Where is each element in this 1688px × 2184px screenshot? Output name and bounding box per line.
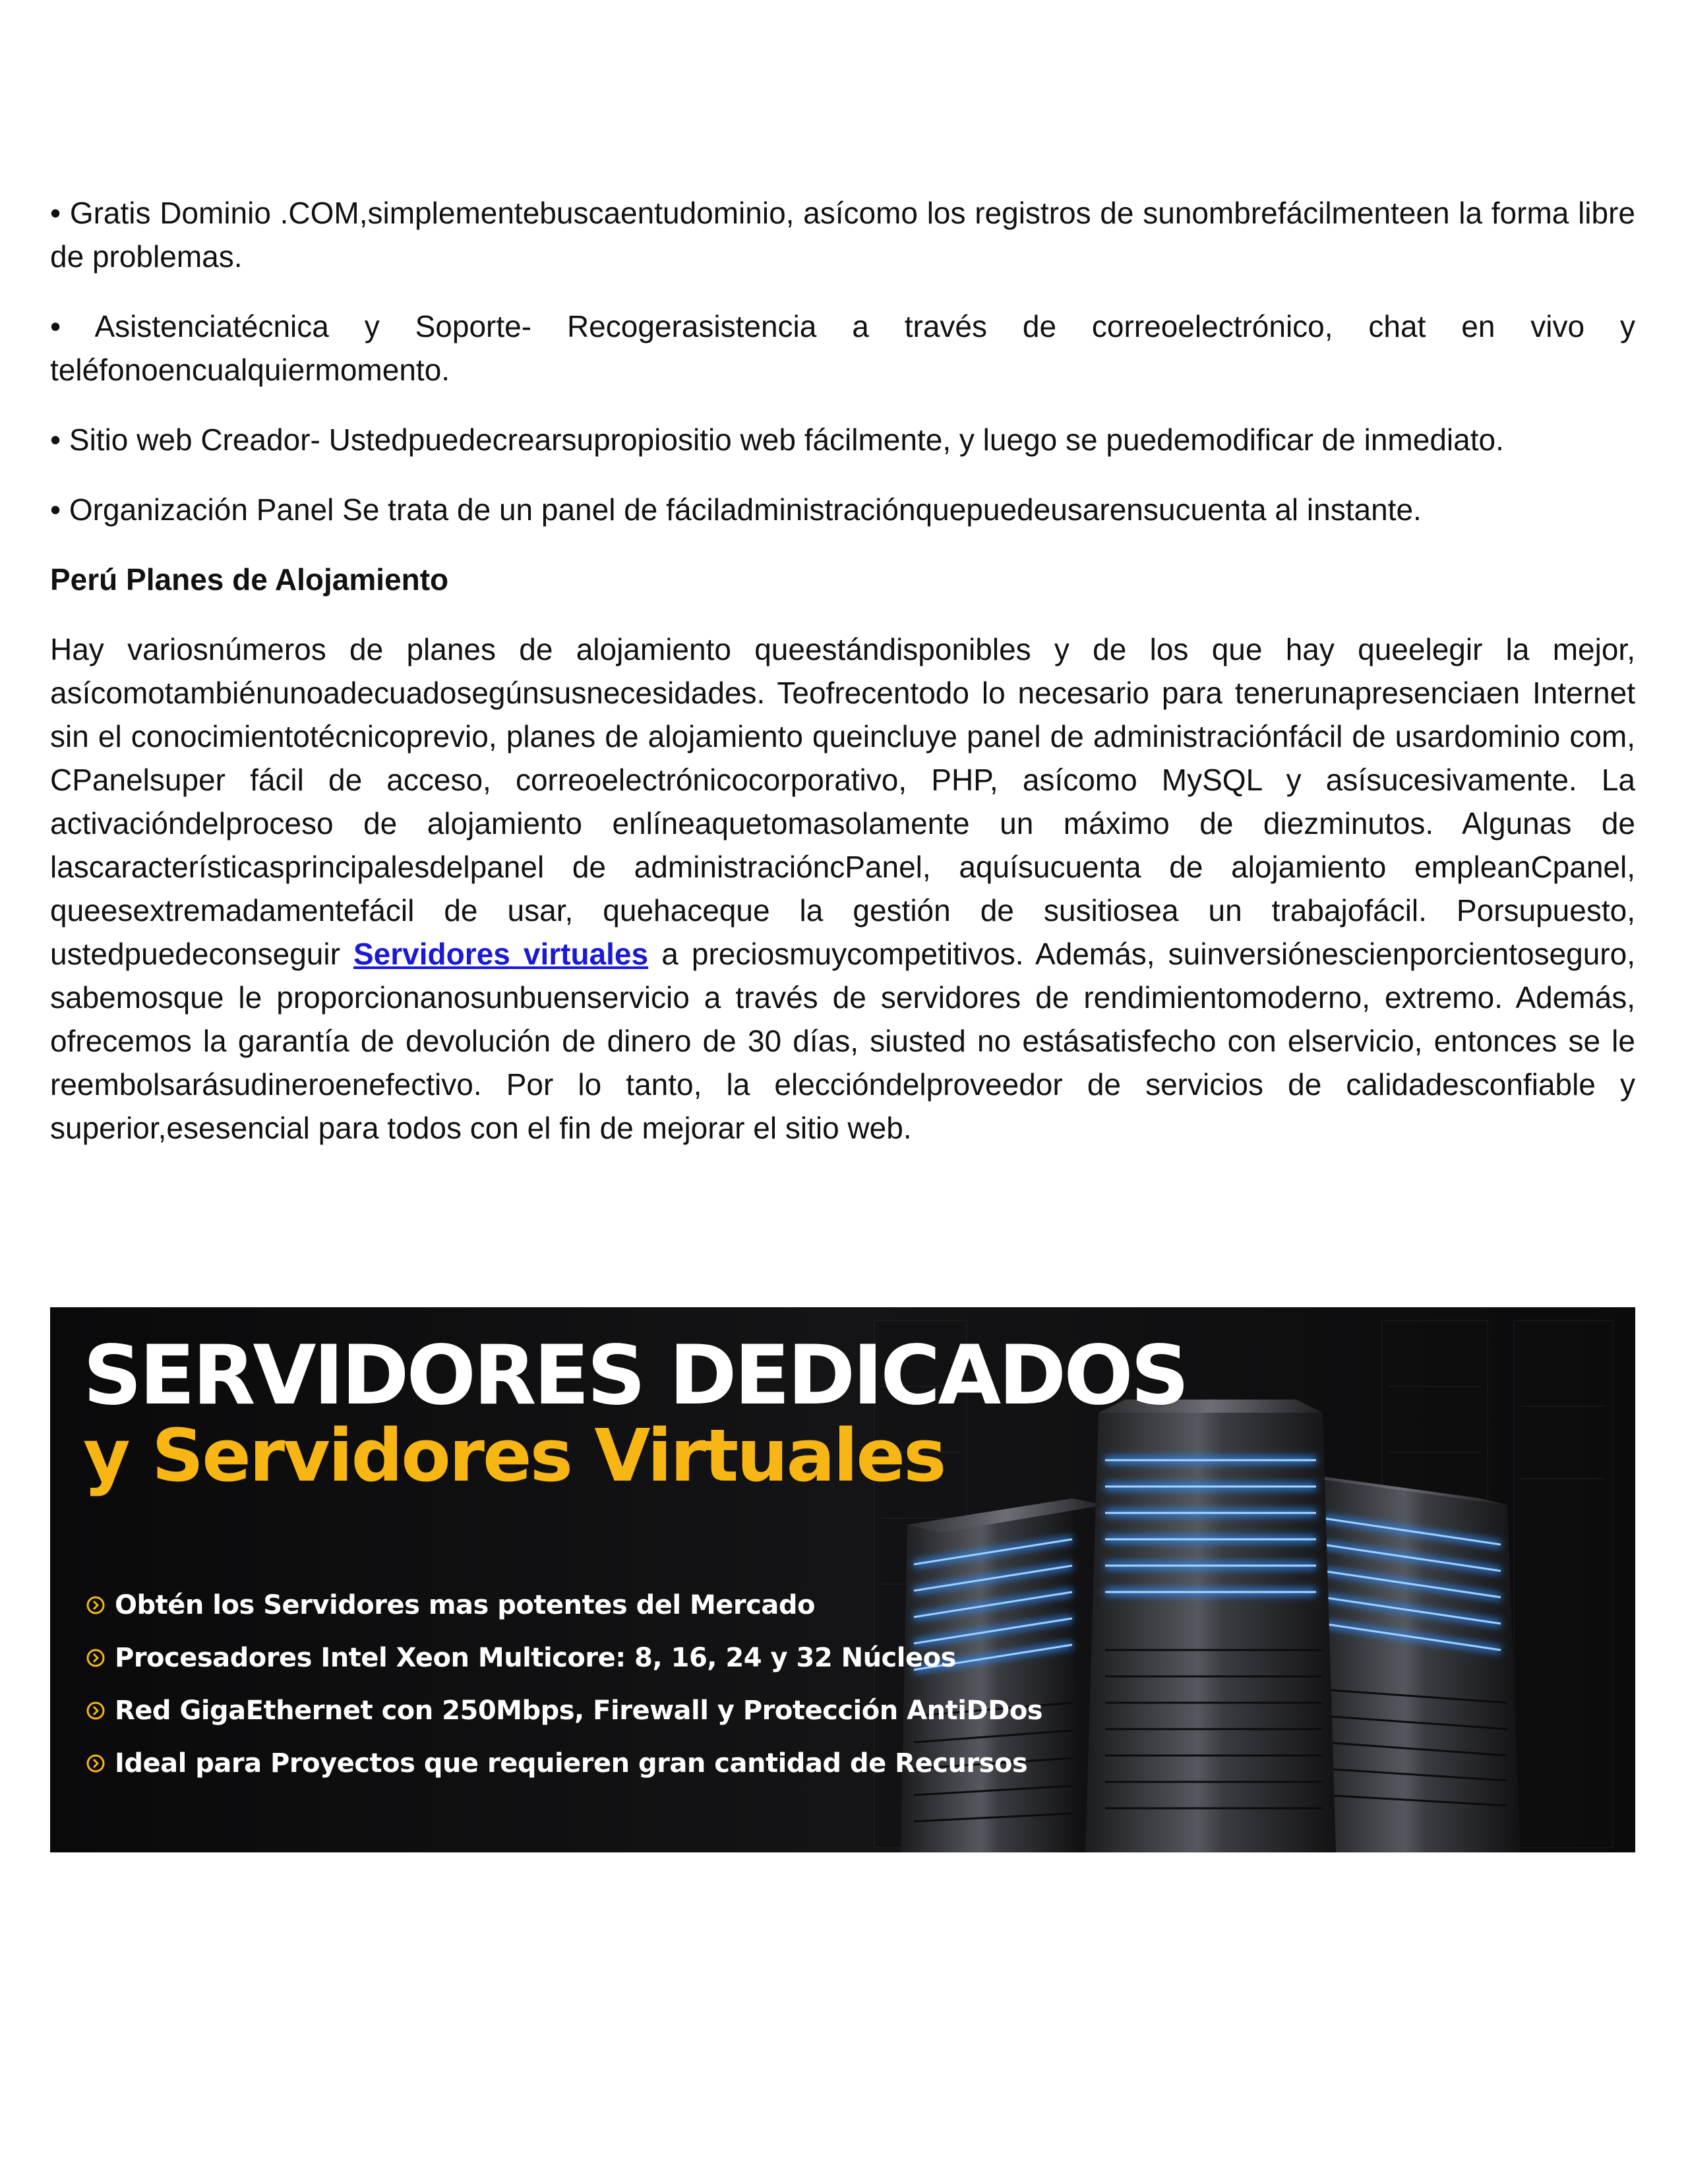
body-text-before-link: Hay variosnúmeros de planes de alojamiento queestándisponibles y de los que hay queelegir la mejor, asícomotambiénunoadecuadosegúnsusnecesidades. Teofrecentodo lo necesario para tenerunapresenciaen Internet sin el conocimientotécnicoprevio, planes de alojamiento queincluye panel de administraciónfácil de usardominio com, CPanelsuper fácil de acceso, correoelectrónicocorporativo, PHP, asícomo MySQL y asísucesivamente. La activacióndelproceso de alojamiento enlíneaquetomasolamente un máximo de diezminutos. Algunas de lascaracterísticasprincipalesdelpanel de administracióncPanel, aquísucuenta de alojamiento empleanCpanel, queesextremadamentefácil de usar, quehaceque la gestión de susitiosea un trabajofácil. Porsupuesto, ustedpuedeconseguir [50, 632, 1635, 971]
bullet-dominio: • Gratis Dominio .COM,simplementebuscaentudominio, asícomo los registros de sunombrefácilmenteen la forma libre de problemas. [50, 196, 1635, 274]
document-page [50, 191, 1635, 1176]
feature-text: Procesadores Intel Xeon Multicore: 8, 16, 24 y 32 Núcleos [115, 1643, 956, 1673]
banner-subtitle: y Servidores Virtuales [83, 1413, 945, 1498]
chevron-circle-right-icon [86, 1701, 106, 1721]
servers-banner [50, 1307, 1635, 1852]
feature-item [86, 1632, 1042, 1684]
section-heading: Perú Planes de Alojamiento [50, 562, 449, 597]
body-paragraph [50, 628, 1635, 1150]
chevron-circle-right-icon [86, 1648, 106, 1668]
feature-item [86, 1579, 1042, 1632]
feature-text: Obtén los Servidores mas potentes del Mercado [115, 1590, 815, 1620]
chevron-circle-right-icon [86, 1595, 106, 1615]
feature-item [86, 1684, 1042, 1737]
feature-list [86, 1579, 1042, 1790]
chevron-circle-right-icon [86, 1754, 106, 1773]
bullet-creador: • Sitio web Creador- Ustedpuedecrearsupropiositio web fácilmente, y luego se puedemodificar de inmediato. [50, 423, 1504, 457]
body-text-after-link: a preciosmuycompetitivos. Además, suinversiónescienporcientoseguro, sabemosque le proporcionanosunbuenservicio a través de servidores de rendimientomoderno, extremo. Además, ofrecemos la garantía de devolución de dinero de 30 días, siusted no estásatisfecho con elservicio, entonces se le reembolsarásudineroenefectivo. Por lo tanto, la eleccióndelproveedor de servicios de calidadesconfiable y superior,esesencial para todos con el fin de mejorar el sitio web. [50, 937, 1635, 1145]
feature-text: Red GigaEthernet con 250Mbps, Firewall y Protección AntiDDos [115, 1696, 1043, 1726]
banner-title: SERVIDORES DEDICADOS [83, 1328, 1187, 1423]
servidores-virtuales-link[interactable]: Servidores virtuales [353, 937, 649, 971]
bullet-soporte: • Asistenciatécnica y Soporte- Recogerasistencia a través de correoelectrónico, chat en vivo y teléfonoencualquiermomento. [50, 309, 1635, 387]
bullet-panel: • Organización Panel Se trata de un panel de fáciladministraciónquepuedeusarensucuenta al instante. [50, 492, 1422, 527]
feature-text: Ideal para Proyectos que requieren gran cantidad de Recursos [115, 1748, 1028, 1779]
feature-item [86, 1737, 1042, 1790]
